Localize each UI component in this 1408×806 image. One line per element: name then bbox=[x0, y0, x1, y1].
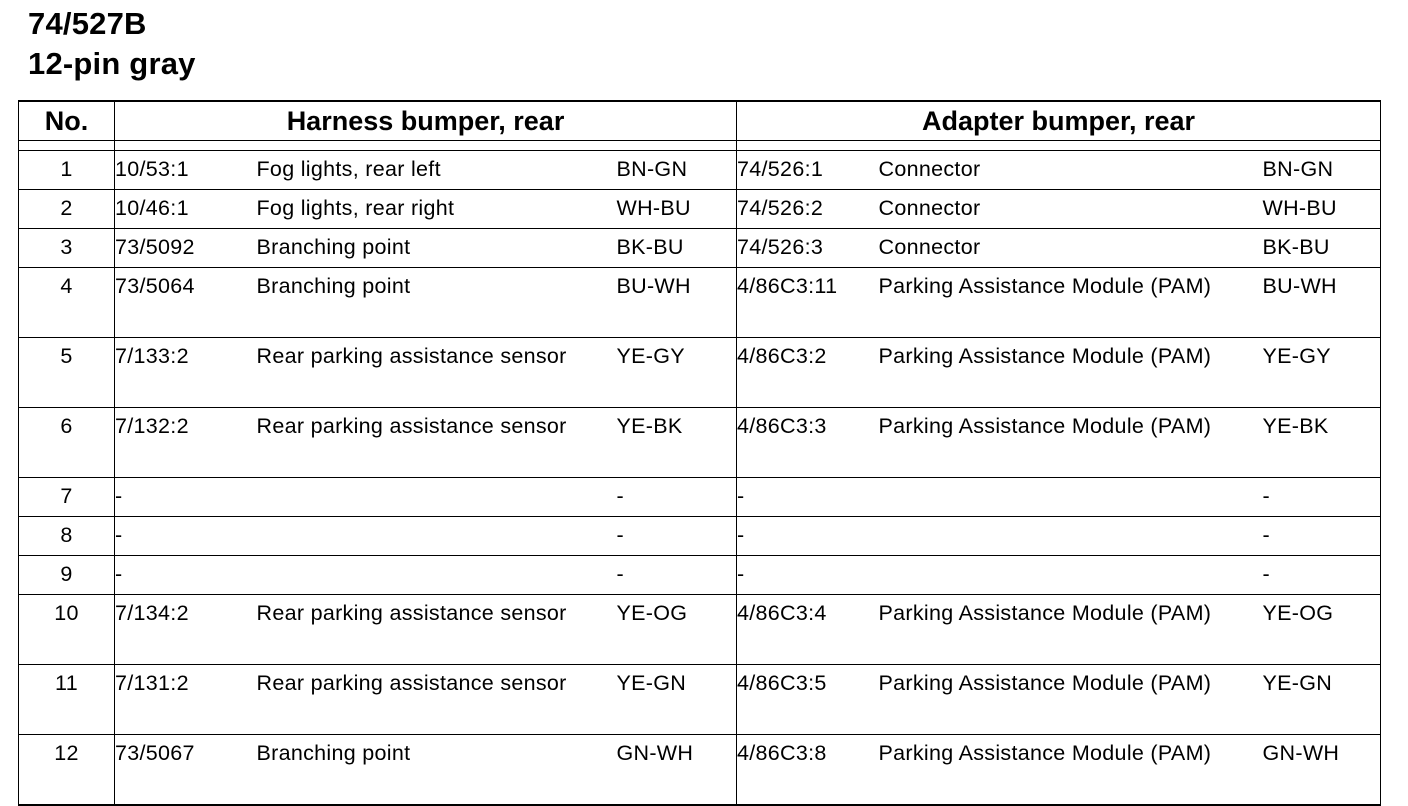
pin-number: 2 bbox=[19, 190, 115, 229]
harness-pin: 7/134:2 bbox=[115, 595, 257, 665]
adapter-pin: 74/526:3 bbox=[737, 229, 879, 268]
adapter-description bbox=[879, 517, 1263, 556]
adapter-wire-color: - bbox=[1263, 556, 1381, 595]
harness-description: Fog lights, rear left bbox=[257, 151, 617, 190]
harness-wire-color: YE-OG bbox=[617, 595, 737, 665]
table-row bbox=[19, 408, 1381, 478]
table-row bbox=[19, 190, 1381, 229]
adapter-pin: 4/86C3:3 bbox=[737, 408, 879, 478]
adapter-description: Connector bbox=[879, 229, 1263, 268]
adapter-description: Parking Assistance Module (PAM) bbox=[879, 338, 1263, 408]
header-harness: Harness bumper, rear bbox=[115, 101, 737, 141]
table-row bbox=[19, 151, 1381, 190]
adapter-pin: 4/86C3:2 bbox=[737, 338, 879, 408]
harness-description: Branching point bbox=[257, 735, 617, 806]
harness-pin: 73/5092 bbox=[115, 229, 257, 268]
adapter-wire-color: YE-BK bbox=[1263, 408, 1381, 478]
harness-wire-color: YE-GY bbox=[617, 338, 737, 408]
harness-pin: - bbox=[115, 556, 257, 595]
harness-description bbox=[257, 478, 617, 517]
harness-description: Rear parking assistance sensor bbox=[257, 665, 617, 735]
harness-pin: 73/5064 bbox=[115, 268, 257, 338]
header-no: No. bbox=[19, 101, 115, 141]
table-row bbox=[19, 665, 1381, 735]
adapter-description: Parking Assistance Module (PAM) bbox=[879, 595, 1263, 665]
adapter-pin: - bbox=[737, 478, 879, 517]
table-row bbox=[19, 595, 1381, 665]
pin-number: 9 bbox=[19, 556, 115, 595]
harness-description: Rear parking assistance sensor bbox=[257, 338, 617, 408]
pin-number: 1 bbox=[19, 151, 115, 190]
pin-number: 10 bbox=[19, 595, 115, 665]
harness-pin: - bbox=[115, 478, 257, 517]
adapter-description: Parking Assistance Module (PAM) bbox=[879, 665, 1263, 735]
pin-number: 6 bbox=[19, 408, 115, 478]
table-row bbox=[19, 735, 1381, 806]
table-body bbox=[19, 151, 1381, 806]
harness-description: Fog lights, rear right bbox=[257, 190, 617, 229]
adapter-pin: 4/86C3:11 bbox=[737, 268, 879, 338]
adapter-wire-color: YE-OG bbox=[1263, 595, 1381, 665]
table-header-row bbox=[19, 101, 1381, 141]
pin-number: 11 bbox=[19, 665, 115, 735]
table-row bbox=[19, 338, 1381, 408]
adapter-pin: 4/86C3:5 bbox=[737, 665, 879, 735]
harness-wire-color: YE-BK bbox=[617, 408, 737, 478]
harness-wire-color: WH-BU bbox=[617, 190, 737, 229]
harness-pin: 73/5067 bbox=[115, 735, 257, 806]
adapter-pin: - bbox=[737, 556, 879, 595]
adapter-description: Connector bbox=[879, 190, 1263, 229]
pin-number: 5 bbox=[19, 338, 115, 408]
pin-assignment-table bbox=[18, 100, 1381, 806]
adapter-description: Parking Assistance Module (PAM) bbox=[879, 408, 1263, 478]
harness-pin: - bbox=[115, 517, 257, 556]
harness-pin: 10/46:1 bbox=[115, 190, 257, 229]
harness-pin: 7/133:2 bbox=[115, 338, 257, 408]
harness-description: Branching point bbox=[257, 229, 617, 268]
adapter-pin: 74/526:2 bbox=[737, 190, 879, 229]
adapter-wire-color: BU-WH bbox=[1263, 268, 1381, 338]
harness-wire-color: BK-BU bbox=[617, 229, 737, 268]
adapter-wire-color: BN-GN bbox=[1263, 151, 1381, 190]
adapter-wire-color: GN-WH bbox=[1263, 735, 1381, 806]
pin-number: 3 bbox=[19, 229, 115, 268]
adapter-description bbox=[879, 556, 1263, 595]
harness-description bbox=[257, 517, 617, 556]
harness-pin: 10/53:1 bbox=[115, 151, 257, 190]
pin-number: 4 bbox=[19, 268, 115, 338]
harness-wire-color: - bbox=[617, 478, 737, 517]
adapter-wire-color: WH-BU bbox=[1263, 190, 1381, 229]
adapter-description: Parking Assistance Module (PAM) bbox=[879, 735, 1263, 806]
table-row bbox=[19, 517, 1381, 556]
harness-wire-color: YE-GN bbox=[617, 665, 737, 735]
adapter-pin: - bbox=[737, 517, 879, 556]
harness-wire-color: - bbox=[617, 556, 737, 595]
table-row bbox=[19, 268, 1381, 338]
table-row bbox=[19, 556, 1381, 595]
harness-pin: 7/131:2 bbox=[115, 665, 257, 735]
table-row bbox=[19, 478, 1381, 517]
connector-description: 12-pin gray bbox=[28, 46, 196, 81]
connector-id: 74/527B bbox=[28, 6, 147, 41]
harness-wire-color: BN-GN bbox=[617, 151, 737, 190]
adapter-wire-color: YE-GN bbox=[1263, 665, 1381, 735]
adapter-pin: 4/86C3:4 bbox=[737, 595, 879, 665]
adapter-wire-color: - bbox=[1263, 478, 1381, 517]
header-separator bbox=[19, 141, 1381, 151]
table-row bbox=[19, 229, 1381, 268]
adapter-pin: 4/86C3:8 bbox=[737, 735, 879, 806]
pin-number: 8 bbox=[19, 517, 115, 556]
adapter-wire-color: - bbox=[1263, 517, 1381, 556]
adapter-pin: 74/526:1 bbox=[737, 151, 879, 190]
adapter-wire-color: YE-GY bbox=[1263, 338, 1381, 408]
harness-description bbox=[257, 556, 617, 595]
adapter-wire-color: BK-BU bbox=[1263, 229, 1381, 268]
harness-wire-color: - bbox=[617, 517, 737, 556]
harness-wire-color: BU-WH bbox=[617, 268, 737, 338]
harness-wire-color: GN-WH bbox=[617, 735, 737, 806]
adapter-description: Parking Assistance Module (PAM) bbox=[879, 268, 1263, 338]
pin-number: 12 bbox=[19, 735, 115, 806]
adapter-description: Connector bbox=[879, 151, 1263, 190]
harness-description: Branching point bbox=[257, 268, 617, 338]
header-adapter: Adapter bumper, rear bbox=[737, 101, 1381, 141]
pin-number: 7 bbox=[19, 478, 115, 517]
harness-description: Rear parking assistance sensor bbox=[257, 595, 617, 665]
harness-description: Rear parking assistance sensor bbox=[257, 408, 617, 478]
harness-pin: 7/132:2 bbox=[115, 408, 257, 478]
adapter-description bbox=[879, 478, 1263, 517]
